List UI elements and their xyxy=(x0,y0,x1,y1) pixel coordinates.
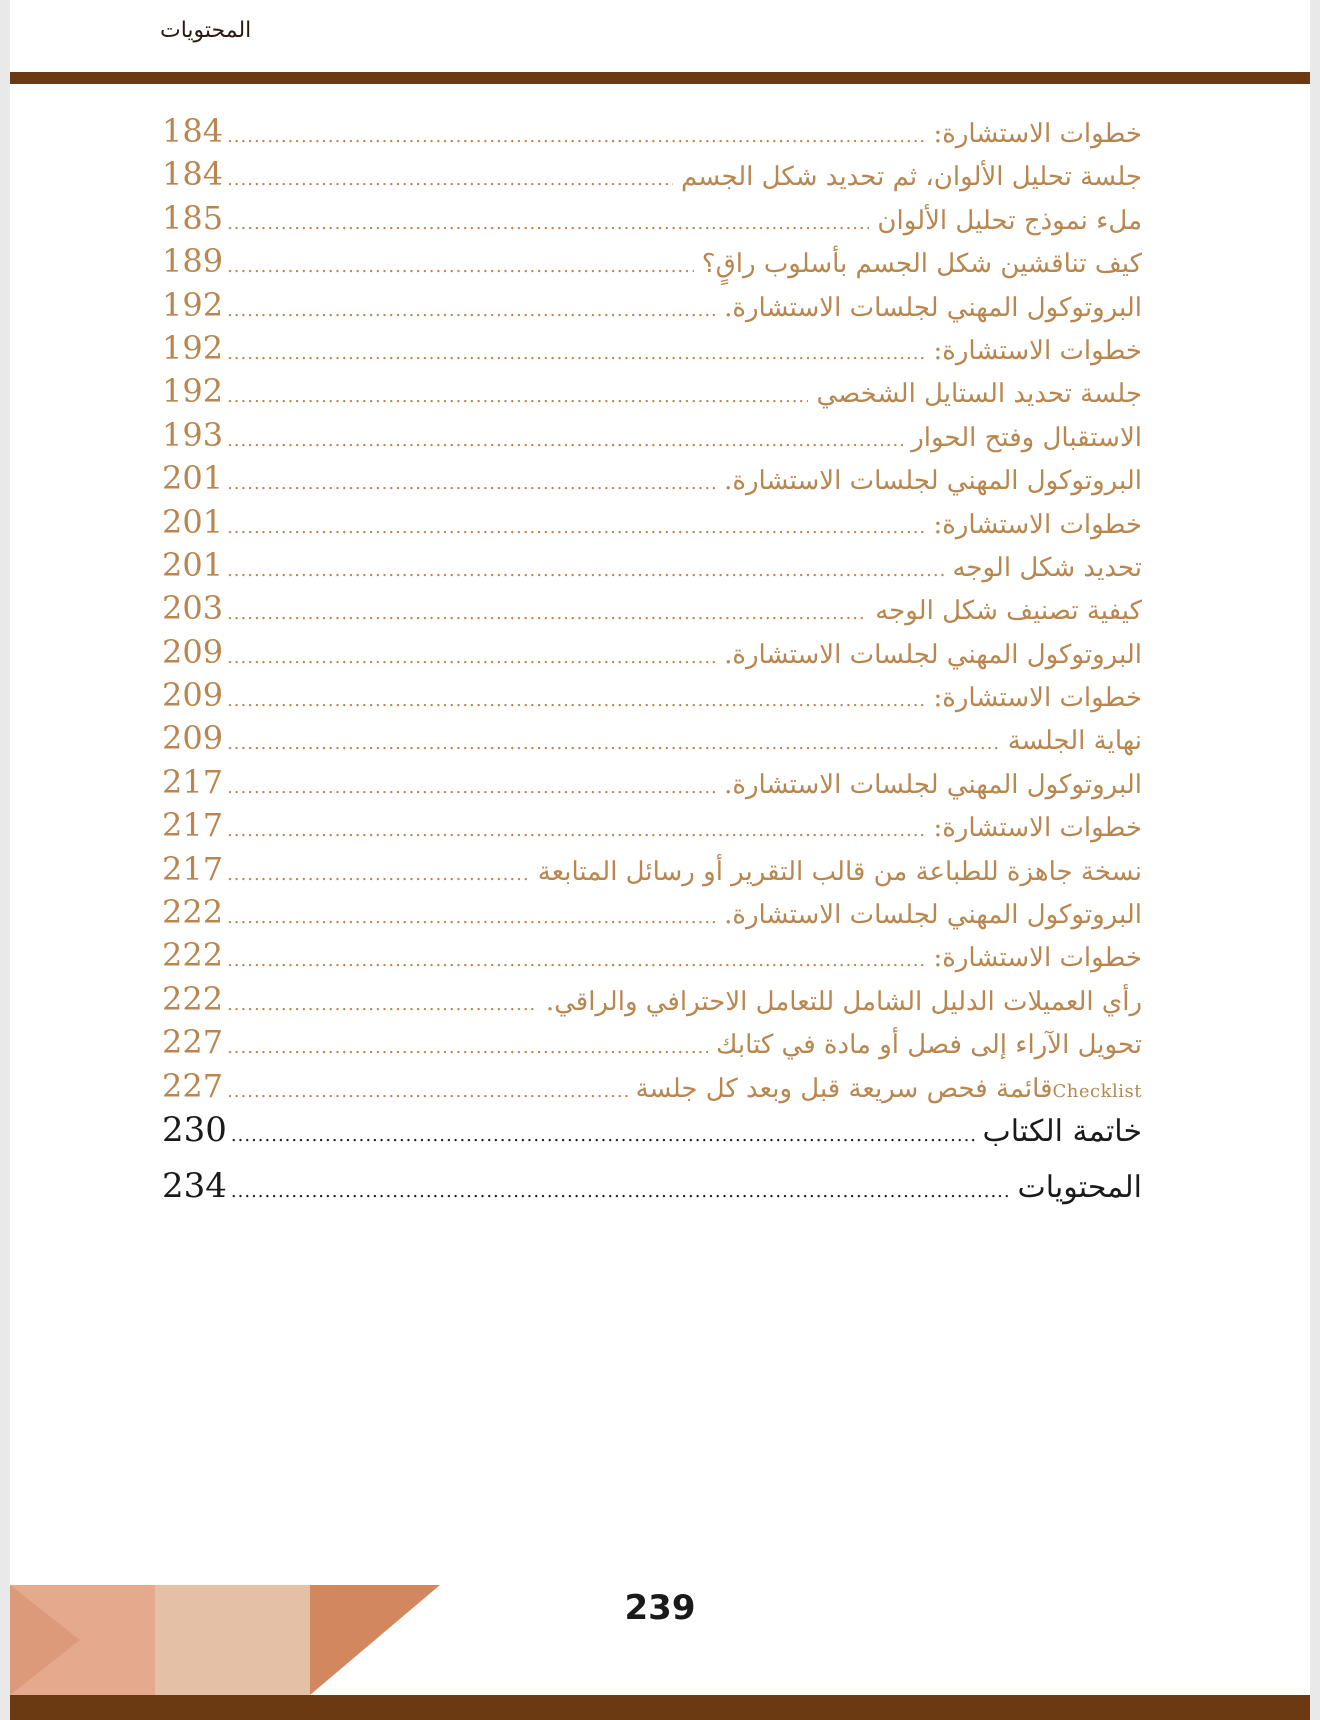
header-rule xyxy=(10,72,1310,84)
toc-page-number: 227 xyxy=(162,1023,224,1062)
toc-entry xyxy=(162,1067,1142,1110)
toc-entry xyxy=(162,112,1142,155)
dot-leader xyxy=(227,994,538,1015)
page-number: 239 xyxy=(624,1588,696,1628)
toc-page-number: 184 xyxy=(162,112,224,150)
dot-leader xyxy=(227,690,925,711)
dot-leader xyxy=(227,1081,628,1102)
toc-entry xyxy=(162,806,1142,849)
toc-entry xyxy=(162,980,1142,1023)
running-header: المحتويات xyxy=(160,18,252,43)
dot-leader xyxy=(227,343,925,364)
dot-leader xyxy=(227,386,808,407)
toc-entry-title: تحديد شكل الوجه xyxy=(952,552,1142,583)
toc-page-number: 201 xyxy=(162,545,224,584)
toc-entry xyxy=(162,329,1142,372)
toc-page-number: 234 xyxy=(162,1165,227,1206)
toc-main-entry xyxy=(162,1110,1142,1166)
toc-entry-title: خطوات الاستشارة: xyxy=(933,509,1142,540)
toc-page-number: 230 xyxy=(162,1109,227,1150)
dot-leader xyxy=(227,300,716,321)
dot-leader xyxy=(227,603,867,624)
dot-leader xyxy=(227,733,1000,754)
toc-page-number: 184 xyxy=(162,155,224,194)
toc-entry-title: كيف تناقشين شكل الجسم بأسلوب راقٍ؟ xyxy=(701,249,1142,280)
toc-page-number: 217 xyxy=(162,849,224,888)
toc-entry-title: خطوات الاستشارة: xyxy=(933,813,1142,844)
toc-page-number: 209 xyxy=(162,632,224,671)
dot-leader xyxy=(227,213,869,234)
footer-rule xyxy=(10,1695,1310,1720)
toc-entry xyxy=(162,850,1142,893)
dot-leader xyxy=(227,126,925,147)
toc-entry-title: الاستقبال وفتح الحوار xyxy=(911,422,1142,453)
toc-page-number: 222 xyxy=(162,979,224,1018)
toc-entry-title: البروتوكول المهني لجلسات الاستشارة. xyxy=(724,466,1142,497)
toc-page-number: 209 xyxy=(162,719,224,758)
toc-entry xyxy=(162,372,1142,415)
toc-entry-title: رأي العميلات الدليل الشامل للتعامل الاحترافي والراقي. xyxy=(545,986,1142,1017)
toc-entry-title: كيفية تصنيف شكل الوجه xyxy=(875,596,1142,627)
dot-leader xyxy=(227,430,903,451)
toc-entry xyxy=(162,286,1142,329)
dot-leader xyxy=(227,950,925,971)
toc-entry xyxy=(162,503,1142,546)
dot-leader xyxy=(227,169,673,190)
toc-page-number: 201 xyxy=(162,502,224,541)
toc-entry-title: جلسة تحليل الألوان، ثم تحديد شكل الجسم xyxy=(680,162,1142,193)
dot-leader xyxy=(227,907,716,928)
toc-entry-title: المحتويات xyxy=(1017,1169,1142,1205)
toc-entry xyxy=(162,546,1142,589)
toc-entry-title: البروتوكول المهني لجلسات الاستشارة. xyxy=(724,639,1142,670)
dot-leader xyxy=(227,1037,708,1058)
toc-entry-title-text: قائمة فحص سريعة قبل وبعد كل جلسة xyxy=(635,1073,1053,1104)
dot-leader xyxy=(227,777,716,798)
toc-entry-title: ملء نموذج تحليل الألوان xyxy=(877,205,1142,236)
dot-leader xyxy=(231,1125,975,1146)
dot-leader xyxy=(227,517,925,538)
toc-entry xyxy=(162,242,1142,285)
toc-page-number: 227 xyxy=(162,1066,224,1105)
toc-entry xyxy=(162,676,1142,719)
toc-page-number: 222 xyxy=(162,936,224,975)
toc-page-number: 201 xyxy=(162,459,224,498)
toc-entry-title: جلسة تحديد الستايل الشخصي xyxy=(816,379,1142,410)
toc-page-number: 209 xyxy=(162,676,224,715)
toc-entry xyxy=(162,719,1142,762)
dot-leader xyxy=(231,1181,1010,1202)
toc-entry-title: خطوات الاستشارة: xyxy=(933,683,1142,714)
toc-entry-title: خطوات الاستشارة: xyxy=(933,943,1142,974)
toc-entry xyxy=(162,416,1142,459)
dot-leader xyxy=(227,473,716,494)
dot-leader xyxy=(227,256,694,277)
toc-entry xyxy=(162,459,1142,502)
toc-entry-title: خطوات الاستشارة: xyxy=(933,335,1142,366)
toc-entry-title: خطوات الاستشارة: xyxy=(933,119,1142,149)
toc-entry-title: نسخة جاهزة للطباعة من قالب التقرير أو رسائل المتابعة xyxy=(537,856,1142,887)
toc-entry-title: البروتوكول المهني لجلسات الاستشارة. xyxy=(724,769,1142,800)
toc-page-number: 192 xyxy=(162,328,224,367)
toc-entry xyxy=(162,633,1142,676)
toc-entry xyxy=(162,936,1142,979)
toc-page-number: 217 xyxy=(162,762,224,801)
dot-leader xyxy=(227,864,530,885)
toc-page-number: 192 xyxy=(162,372,224,411)
dot-leader xyxy=(227,560,944,581)
toc-entry-title xyxy=(632,1074,1142,1104)
table-of-contents xyxy=(162,112,1142,1222)
toc-entry xyxy=(162,893,1142,936)
dot-leader xyxy=(227,647,716,668)
toc-page-number: 217 xyxy=(162,806,224,845)
toc-entry xyxy=(162,155,1142,198)
toc-entry-title-latin: Checklist xyxy=(1052,1080,1142,1102)
toc-entry-title: البروتوكول المهني لجلسات الاستشارة. xyxy=(724,292,1142,323)
toc-page-number: 222 xyxy=(162,893,224,932)
toc-entry-title: البروتوكول المهني لجلسات الاستشارة. xyxy=(724,900,1142,931)
document-page xyxy=(10,0,1310,1720)
toc-main-entry xyxy=(162,1166,1142,1222)
toc-page-number: 189 xyxy=(162,242,224,281)
toc-entry xyxy=(162,199,1142,242)
toc-page-number: 193 xyxy=(162,415,224,454)
toc-entry xyxy=(162,763,1142,806)
toc-page-number: 203 xyxy=(162,589,224,628)
toc-entry-title: نهاية الجلسة xyxy=(1007,726,1142,757)
toc-entry xyxy=(162,1023,1142,1066)
toc-page-number: 185 xyxy=(162,198,224,237)
toc-entry-title: تحويل الآراء إلى فصل أو مادة في كتابك xyxy=(716,1030,1142,1061)
toc-page-number: 192 xyxy=(162,285,224,324)
toc-entry-title: خاتمة الكتاب xyxy=(982,1113,1142,1149)
dot-leader xyxy=(227,820,925,841)
toc-entry xyxy=(162,589,1142,632)
